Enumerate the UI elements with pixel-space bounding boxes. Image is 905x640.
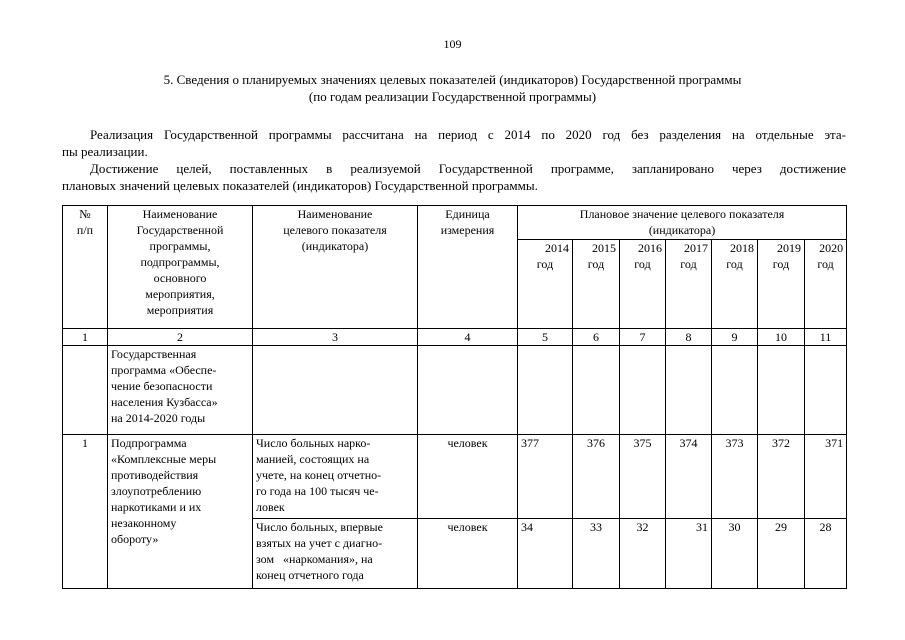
year-value: 2019	[777, 241, 801, 255]
program-name-line: чение безопасности	[111, 379, 213, 393]
unit-cell: человек	[418, 519, 518, 589]
subprogram-name-line: незаконному	[111, 516, 177, 530]
subprogram-name-cell	[108, 435, 253, 589]
column-number: 3	[253, 329, 418, 346]
page-number: 109	[443, 37, 462, 51]
empty-cell	[620, 346, 666, 435]
value-cell: 371	[805, 435, 847, 519]
subprogram-name-line: злоупотреблению	[111, 484, 202, 498]
indicator-name-line: взятых на учет с диагно-	[256, 536, 383, 550]
paragraph-line: Реализация Государственной программы рассчитана на период с 2014 по 2020 год без разделения на отдельные эта-	[90, 127, 846, 142]
year-value: 2020	[819, 241, 844, 255]
value-cell: 33	[573, 519, 620, 589]
paragraph-line: пы реализации.	[62, 144, 148, 159]
column-number: 6	[573, 329, 620, 346]
program-name-cell	[108, 346, 253, 435]
year-word: год	[772, 257, 790, 271]
header-text: Наименование	[297, 207, 373, 221]
indicator-name-line: зом «наркомания», на	[256, 552, 373, 566]
header-year	[712, 240, 758, 329]
empty-cell	[805, 346, 847, 435]
year-word: год	[634, 257, 651, 271]
value-cell: 375	[620, 435, 666, 519]
indicator-name-cell	[253, 435, 418, 519]
heading-line-2: (по годам реализации Государственной программы)	[308, 89, 597, 104]
indicator-name-line: Число больных, впервые	[256, 520, 383, 534]
value-cell: 374	[666, 435, 712, 519]
header-year	[620, 240, 666, 329]
paragraph-line: Достижение целей, поставленных в реализуемой Государственной программе, запланировано через достижение	[90, 161, 846, 176]
year-value: 2016	[638, 241, 662, 255]
header-year	[573, 240, 620, 329]
subprogram-name-line: наркотиками и их	[111, 500, 202, 514]
value-cell: 373	[712, 435, 758, 519]
header-text: (индикатора)	[301, 239, 369, 253]
value-cell: 28	[805, 519, 847, 589]
subprogram-num: 1	[63, 435, 108, 589]
year-word: год	[536, 257, 554, 271]
column-number: 7	[620, 329, 666, 346]
column-number: 10	[758, 329, 805, 346]
indicator-name-line: манией, состоящих на	[256, 452, 370, 466]
subprogram-name-line: «Комплексные меры	[111, 452, 217, 466]
subprogram-name-line: обороту»	[111, 532, 159, 546]
indicator-name-line: ловек	[256, 500, 285, 514]
year-value: 2017	[684, 241, 708, 255]
column-number: 8	[666, 329, 712, 346]
header-num	[63, 206, 108, 329]
header-text: Единица	[445, 207, 490, 221]
indicators-table	[62, 205, 847, 589]
header-program-name	[108, 206, 253, 329]
indicator-name-line: Число больных нарко-	[256, 436, 371, 450]
empty-cell	[418, 346, 518, 435]
header-text: программы,	[149, 239, 211, 253]
header-planned-value	[518, 206, 847, 240]
value-cell: 29	[758, 519, 805, 589]
heading-line-1: 5. Сведения о планируемых значениях целевых показателей (индикаторов) Государственной программы	[163, 72, 742, 87]
column-number: 5	[518, 329, 573, 346]
year-word: год	[726, 257, 743, 271]
indicator-name-line: учете, на конец отчетно-	[256, 468, 382, 482]
indicator-row	[63, 435, 847, 519]
column-number: 1	[63, 329, 108, 346]
program-name-line: населения Кузбасса»	[111, 395, 218, 409]
program-num-cell	[63, 346, 108, 435]
paragraph-line: плановых значений целевых показателей (индикаторов) Государственной программы.	[62, 178, 538, 193]
paragraph-goals	[62, 160, 846, 194]
value-cell: 30	[712, 519, 758, 589]
header-text: основного	[153, 271, 207, 285]
value-cell: 32	[620, 519, 666, 589]
header-text: целевого показателя	[283, 223, 387, 237]
indicator-name-line: го года на 100 тысяч че-	[256, 484, 379, 498]
year-word: год	[587, 257, 605, 271]
header-indicator-name	[253, 206, 418, 329]
column-number: 2	[108, 329, 253, 346]
header-text: (индикатора)	[648, 223, 716, 237]
value-cell: 376	[573, 435, 620, 519]
header-text: п/п	[76, 223, 94, 237]
column-number: 11	[805, 329, 847, 346]
header-text: Наименование	[142, 207, 218, 221]
empty-cell	[712, 346, 758, 435]
subprogram-name-line: противодействия	[111, 468, 199, 482]
section-heading	[0, 71, 905, 105]
indicator-name-line: конец отчетного года	[256, 568, 364, 582]
year-value: 2014	[545, 241, 569, 255]
year-word: год	[817, 257, 834, 271]
subprogram-name-line: Подпрограмма	[111, 436, 187, 450]
header-year	[805, 240, 847, 329]
program-name-line: на 2014-2020 годы	[111, 411, 206, 425]
value-cell: 31	[666, 519, 712, 589]
empty-cell	[573, 346, 620, 435]
empty-cell	[666, 346, 712, 435]
value-cell: 377	[518, 435, 573, 519]
header-text: №	[79, 207, 91, 221]
header-unit	[418, 206, 518, 329]
header-text: Государственной	[136, 223, 224, 237]
header-year	[666, 240, 712, 329]
program-name-line: Государственная	[111, 347, 197, 361]
header-year	[758, 240, 805, 329]
empty-cell	[518, 346, 573, 435]
column-number: 9	[712, 329, 758, 346]
program-name-line: программа «Обеспе-	[111, 363, 217, 377]
indicator-name-cell	[253, 519, 418, 589]
year-value: 2018	[730, 241, 754, 255]
header-text: мероприятия	[146, 303, 214, 317]
value-cell: 34	[518, 519, 573, 589]
header-year	[518, 240, 573, 329]
header-text: подпрограммы,	[140, 255, 220, 269]
unit-cell: человек	[418, 435, 518, 519]
year-word: год	[680, 257, 697, 271]
empty-cell	[758, 346, 805, 435]
header-text: мероприятия,	[145, 287, 215, 301]
paragraph-period	[62, 126, 846, 160]
column-number: 4	[418, 329, 518, 346]
value-cell: 372	[758, 435, 805, 519]
header-text: измерения	[440, 223, 495, 237]
program-row	[63, 346, 847, 435]
header-text: Плановое значение целевого показателя	[579, 207, 785, 221]
year-value: 2015	[592, 241, 616, 255]
empty-cell	[253, 346, 418, 435]
